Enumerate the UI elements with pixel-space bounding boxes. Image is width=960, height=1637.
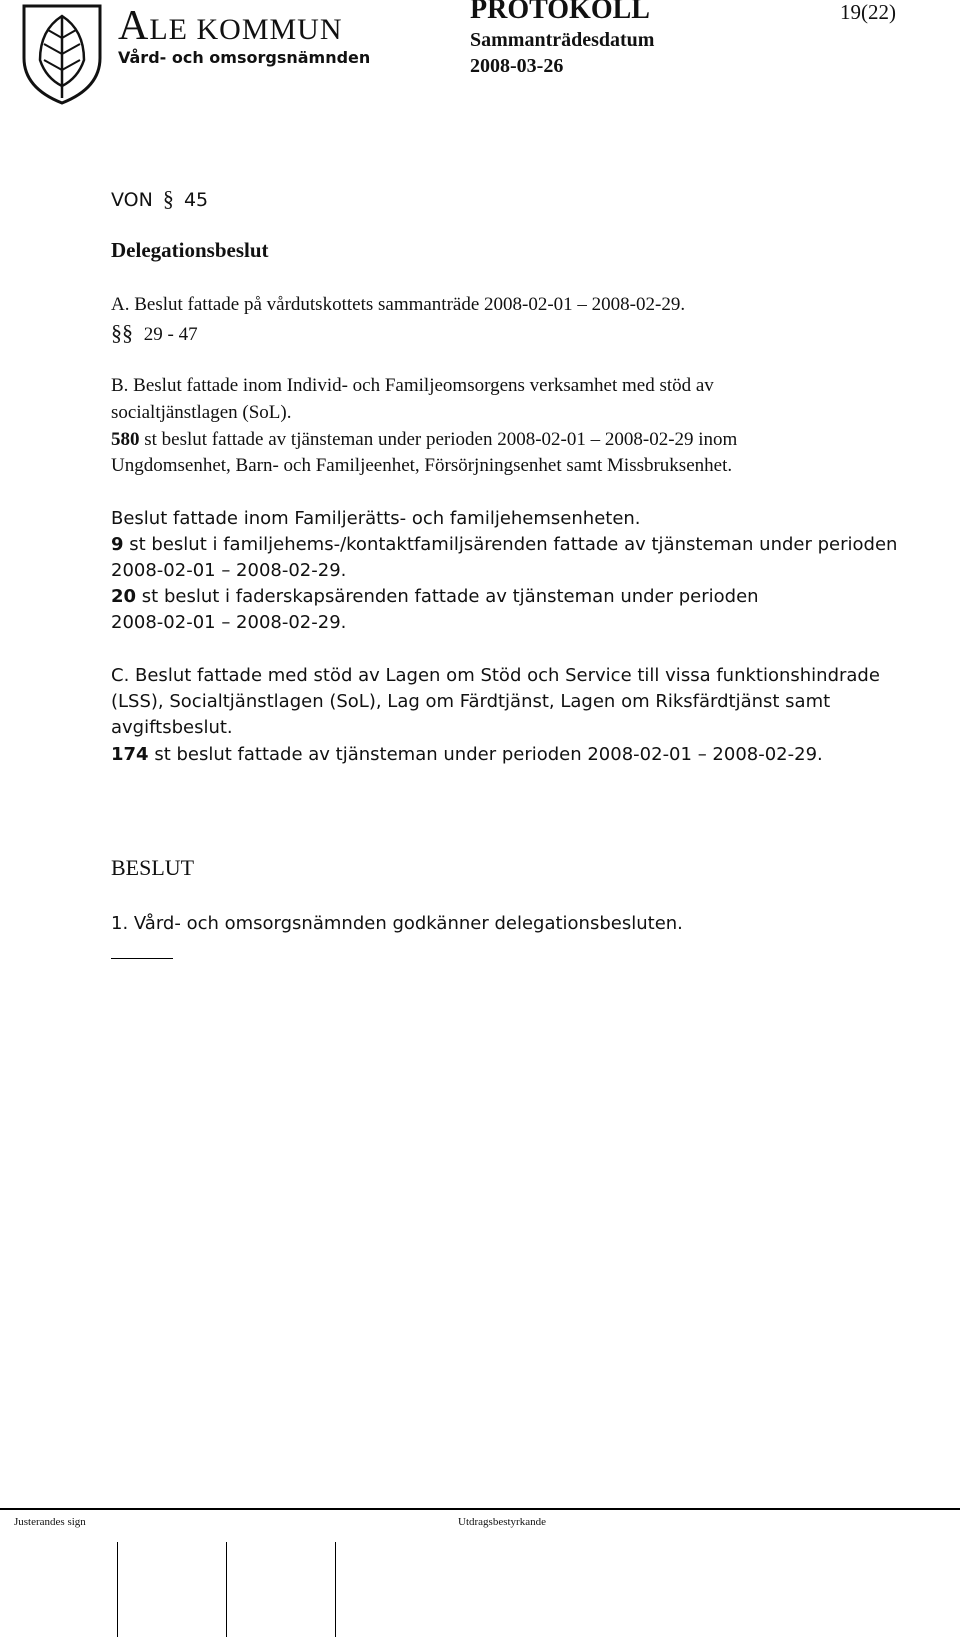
extract-label: Utdragsbestyrkande (458, 1516, 546, 1528)
section-b-line3-rest: st beslut fattade av tjänsteman under perioden 2008-02-01 – 2008-02-29 inom (144, 429, 738, 450)
section-c-line3: avgiftsbeslut. (111, 717, 233, 738)
page-number: 19(22) (840, 0, 896, 24)
municipality-crest (18, 2, 106, 106)
org-name-initial: A (118, 3, 150, 49)
section-b-line6 (111, 531, 897, 559)
section-b-line5: Beslut fattade inom Familjerätts- och familjehemsenheten. (111, 508, 641, 529)
org-name-rest: LE KOMMUN (149, 13, 343, 46)
section-b-line1: B. Beslut fattade inom Individ- och Familjeomsorgens verksamhet med stöd av (111, 375, 714, 396)
section-b-count1: 580 (111, 429, 140, 450)
end-rule (111, 958, 173, 959)
paragraph-symbol: § (162, 186, 174, 211)
section-b-count2: 9 (111, 534, 124, 555)
section-c-count: 174 (111, 744, 149, 765)
meeting-date-label: Sammanträdesdatum (470, 29, 655, 51)
footer-top-rule (0, 1508, 960, 1510)
section-c-line2: (LSS), Socialtjänstlagen (SoL), Lag om Färdtjänst, Lagen om Riksfärdtjänst samt (111, 691, 831, 712)
decision-item-1: 1. Vård- och omsorgsnämnden godkänner delegationsbesluten. (111, 913, 683, 934)
section-c-line4-rest: st beslut fattade av tjänsteman under perioden 2008-02-01 – 2008-02-29. (154, 744, 823, 765)
section-range: 29 - 47 (143, 324, 198, 345)
doc-type: PROTOKOLL (470, 0, 650, 25)
section-b-line7: 2008-02-01 – 2008-02-29. (111, 560, 347, 581)
section-b-line2: socialtjänstlagen (SoL). (111, 402, 292, 423)
paragraph-label: VON (111, 189, 153, 211)
org-name (118, 2, 343, 50)
section-b-line3 (111, 426, 737, 454)
paragraph-number: 45 (183, 189, 209, 211)
sign-box-divider-2 (226, 1542, 227, 1637)
section-c-line4 (111, 741, 823, 769)
section-c-line1: C. Beslut fattade med stöd av Lagen om Stöd och Service till vissa funktionshindrade (111, 665, 880, 686)
section-symbols: §§ (111, 320, 133, 345)
crest-leaf-icon (18, 2, 106, 106)
section-b-line8 (111, 583, 759, 611)
sign-box-divider-3 (335, 1542, 336, 1637)
department-name: Vård- och omsorgsnämnden (118, 48, 371, 67)
sign-label: Justerandes sign (14, 1516, 86, 1528)
section-b-line6-rest: st beslut i familjehems-/kontaktfamiljsärenden fattade av tjänsteman under perioden (129, 534, 898, 555)
decision-heading: BESLUT (111, 855, 195, 880)
page-title: Delegationsbeslut (111, 238, 269, 262)
section-b-line9: 2008-02-01 – 2008-02-29. (111, 612, 347, 633)
section-b-count3: 20 (111, 586, 137, 607)
meeting-date: 2008-03-26 (470, 55, 564, 77)
section-a-line2 (111, 319, 198, 349)
paragraph-ref (111, 186, 208, 212)
section-a-line1: A. Beslut fattade på vårdutskottets sammanträde 2008-02-01 – 2008-02-29. (111, 294, 686, 315)
section-b-line8-rest: st beslut i faderskapsärenden fattade av tjänsteman under perioden (141, 586, 759, 607)
sign-box-divider-1 (117, 1542, 118, 1637)
section-b-line4: Ungdomsenhet, Barn- och Familjeenhet, Försörjningsenhet samt Missbruksenhet. (111, 455, 733, 476)
